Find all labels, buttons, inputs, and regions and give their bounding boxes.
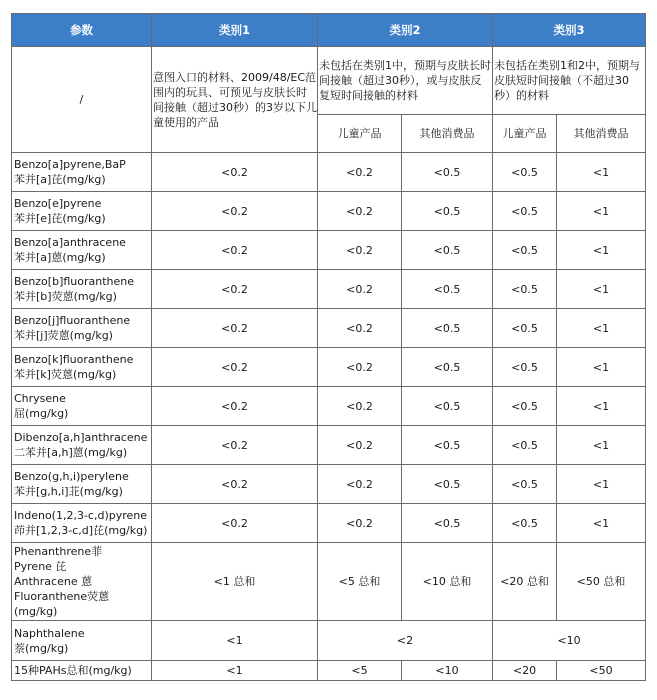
- total-cat2-children-value: <5: [318, 661, 402, 681]
- pah-limits-table: [11, 13, 646, 681]
- cat3-children-value: <0.5: [493, 309, 557, 348]
- substance-name: [12, 309, 152, 348]
- table-row: [12, 426, 646, 465]
- total-pah-name: 15种PAHs总和(mg/kg): [12, 661, 152, 681]
- substance-name-cn: 茚并[1,2,3-c,d]芘(mg/kg): [14, 524, 148, 537]
- cat3-other-value: <1: [557, 270, 646, 309]
- substance-name-cn: 萘(mg/kg): [14, 641, 69, 655]
- cat2-children-value: <0.2: [318, 348, 402, 387]
- cat3-children-value: <0.5: [493, 270, 557, 309]
- cat3-children-value: <0.5: [493, 426, 557, 465]
- substance-name-en: Benzo[b]fluoranthene: [14, 275, 135, 288]
- cat2-children-value: <0.2: [318, 270, 402, 309]
- substance-name-en: Chrysene: [14, 392, 66, 405]
- substance-name: [12, 192, 152, 231]
- total-cat1-value: <1: [152, 661, 318, 681]
- substance-name-cn: 屈(mg/kg): [14, 407, 69, 420]
- substance-name-en: Benzo[a]pyrene,BaP: [14, 158, 126, 171]
- cat2-other-value: <0.5: [402, 426, 493, 465]
- header-row: [12, 14, 646, 47]
- cat3-other-value: <1: [557, 309, 646, 348]
- substance-name-en: Indeno(1,2,3-c,d)pyrene: [14, 509, 148, 522]
- cat2-children-value: <0.2: [318, 465, 402, 504]
- table-row: [12, 309, 646, 348]
- combined-cat2-other-value: <10 总和: [402, 543, 493, 621]
- naphthalene-cat1-value: <1: [152, 621, 318, 661]
- cat3-children-value: <0.5: [493, 387, 557, 426]
- cat3-other-value: <1: [557, 504, 646, 543]
- naphthalene-name: [12, 621, 152, 661]
- substance-name: [12, 348, 152, 387]
- cat1-value: <0.2: [152, 192, 318, 231]
- cat3-other-value: <1: [557, 153, 646, 192]
- substance-name-en: Benzo[j]fluoranthene: [14, 314, 131, 327]
- cat2-children-value: <0.2: [318, 387, 402, 426]
- substance-name-en: Dibenzo[a,h]anthracene: [14, 431, 148, 444]
- combined-cat1-value: <1 总和: [152, 543, 318, 621]
- cat2-other-value: <0.5: [402, 309, 493, 348]
- substance-name: [12, 426, 152, 465]
- cat3-other-value: <1: [557, 426, 646, 465]
- cat2-other-value: <0.5: [402, 270, 493, 309]
- category-1-description: 意图入口的材料、2009/48/EC范围内的玩具、可预见与皮肤长时间接触（超过30秒）的3岁以下儿童使用的产品: [152, 47, 318, 153]
- header-category-1: 类别1: [152, 14, 318, 47]
- cat2-other-value: <0.5: [402, 504, 493, 543]
- cat1-value: <0.2: [152, 348, 318, 387]
- cat3-children-value: <0.5: [493, 192, 557, 231]
- cat3-children-value: <0.5: [493, 348, 557, 387]
- total-cat2-other-value: <10: [402, 661, 493, 681]
- cat1-value: <0.2: [152, 426, 318, 465]
- header-param: 参数: [12, 14, 152, 47]
- combined-pah-line: Fluoranthene荧蒽(mg/kg): [14, 590, 110, 618]
- cat3-other-header: 其他消费品: [557, 115, 646, 153]
- combined-pah-line: Anthracene 蒽: [14, 575, 93, 588]
- table-row: [12, 504, 646, 543]
- cat2-other-header: 其他消费品: [402, 115, 493, 153]
- cat1-value: <0.2: [152, 231, 318, 270]
- substance-name: [12, 504, 152, 543]
- substance-name-cn: 苯并[g,h,i]苝(mg/kg): [14, 485, 123, 498]
- cat3-other-value: <1: [557, 348, 646, 387]
- substance-name: [12, 387, 152, 426]
- cat2-children-value: <0.2: [318, 504, 402, 543]
- table-row: [12, 192, 646, 231]
- total-cat3-other-value: <50: [557, 661, 646, 681]
- substance-name-cn: 苯并[a]蒽(mg/kg): [14, 251, 106, 264]
- cat2-children-value: <0.2: [318, 231, 402, 270]
- substance-name: [12, 153, 152, 192]
- naphthalene-cat3-value: <10: [493, 621, 646, 661]
- cat2-children-value: <0.2: [318, 309, 402, 348]
- description-row: [12, 47, 646, 115]
- cat3-children-header: 儿童产品: [493, 115, 557, 153]
- table-row: [12, 465, 646, 504]
- cat2-children-header: 儿童产品: [318, 115, 402, 153]
- combined-pah-line: Pyrene 芘: [14, 560, 67, 573]
- cat2-other-value: <0.5: [402, 192, 493, 231]
- cat3-children-value: <0.5: [493, 504, 557, 543]
- substance-name-en: Naphthalene: [14, 626, 85, 640]
- cat2-other-value: <0.5: [402, 387, 493, 426]
- cat2-other-value: <0.5: [402, 231, 493, 270]
- cat1-value: <0.2: [152, 270, 318, 309]
- cat3-other-value: <1: [557, 231, 646, 270]
- cat3-other-value: <1: [557, 192, 646, 231]
- cat2-other-value: <0.5: [402, 465, 493, 504]
- cat2-children-value: <0.2: [318, 426, 402, 465]
- cat1-value: <0.2: [152, 504, 318, 543]
- substance-name-cn: 二苯并[a,h]蒽(mg/kg): [14, 446, 128, 459]
- combined-cat3-other-value: <50 总和: [557, 543, 646, 621]
- description-slash: /: [12, 47, 152, 153]
- cat2-other-value: <0.5: [402, 153, 493, 192]
- table-row: [12, 348, 646, 387]
- naphthalene-row: [12, 621, 646, 661]
- table-row: [12, 387, 646, 426]
- combined-pah-row: [12, 543, 646, 621]
- cat1-value: <0.2: [152, 309, 318, 348]
- cat1-value: <0.2: [152, 153, 318, 192]
- substance-name: [12, 465, 152, 504]
- cat2-children-value: <0.2: [318, 192, 402, 231]
- substance-name-cn: 苯并[a]芘(mg/kg): [14, 173, 106, 186]
- cat1-value: <0.2: [152, 387, 318, 426]
- cat1-value: <0.2: [152, 465, 318, 504]
- category-2-description: 未包括在类别1中，预期与皮肤长时间接触（超过30秒），或与皮肤反复短时间接触的材料: [318, 47, 493, 115]
- cat3-other-value: <1: [557, 465, 646, 504]
- combined-pah-name: [12, 543, 152, 621]
- cat3-children-value: <0.5: [493, 153, 557, 192]
- header-category-2: 类别2: [318, 14, 493, 47]
- substance-name-en: Benzo(g,h,i)perylene: [14, 470, 129, 483]
- combined-cat2-children-value: <5 总和: [318, 543, 402, 621]
- substance-name: [12, 270, 152, 309]
- substance-name-en: Benzo[a]anthracene: [14, 236, 126, 249]
- cat3-other-value: <1: [557, 387, 646, 426]
- header-category-3: 类别3: [493, 14, 646, 47]
- substance-name: [12, 231, 152, 270]
- table-row: [12, 270, 646, 309]
- substance-name-cn: 苯并[k]荧蒽(mg/kg): [14, 368, 117, 381]
- cat2-other-value: <0.5: [402, 348, 493, 387]
- substance-name-en: Benzo[e]pyrene: [14, 197, 102, 210]
- combined-pah-line: Phenanthrene菲: [14, 545, 103, 558]
- total-cat3-children-value: <20: [493, 661, 557, 681]
- category-3-description: 未包括在类别1和2中，预期与皮肤短时间接触（不超过30秒）的材料: [493, 47, 646, 115]
- substance-name-cn: 苯并[j]荧蒽(mg/kg): [14, 329, 113, 342]
- cat3-children-value: <0.5: [493, 231, 557, 270]
- total-pah-row: [12, 661, 646, 681]
- substance-name-cn: 苯并[e]芘(mg/kg): [14, 212, 106, 225]
- substance-name-cn: 苯并[b]荧蒽(mg/kg): [14, 290, 117, 303]
- combined-cat3-children-value: <20 总和: [493, 543, 557, 621]
- table-row: [12, 153, 646, 192]
- table-row: [12, 231, 646, 270]
- substance-name-en: Benzo[k]fluoranthene: [14, 353, 134, 366]
- naphthalene-cat2-value: <2: [318, 621, 493, 661]
- cat3-children-value: <0.5: [493, 465, 557, 504]
- cat2-children-value: <0.2: [318, 153, 402, 192]
